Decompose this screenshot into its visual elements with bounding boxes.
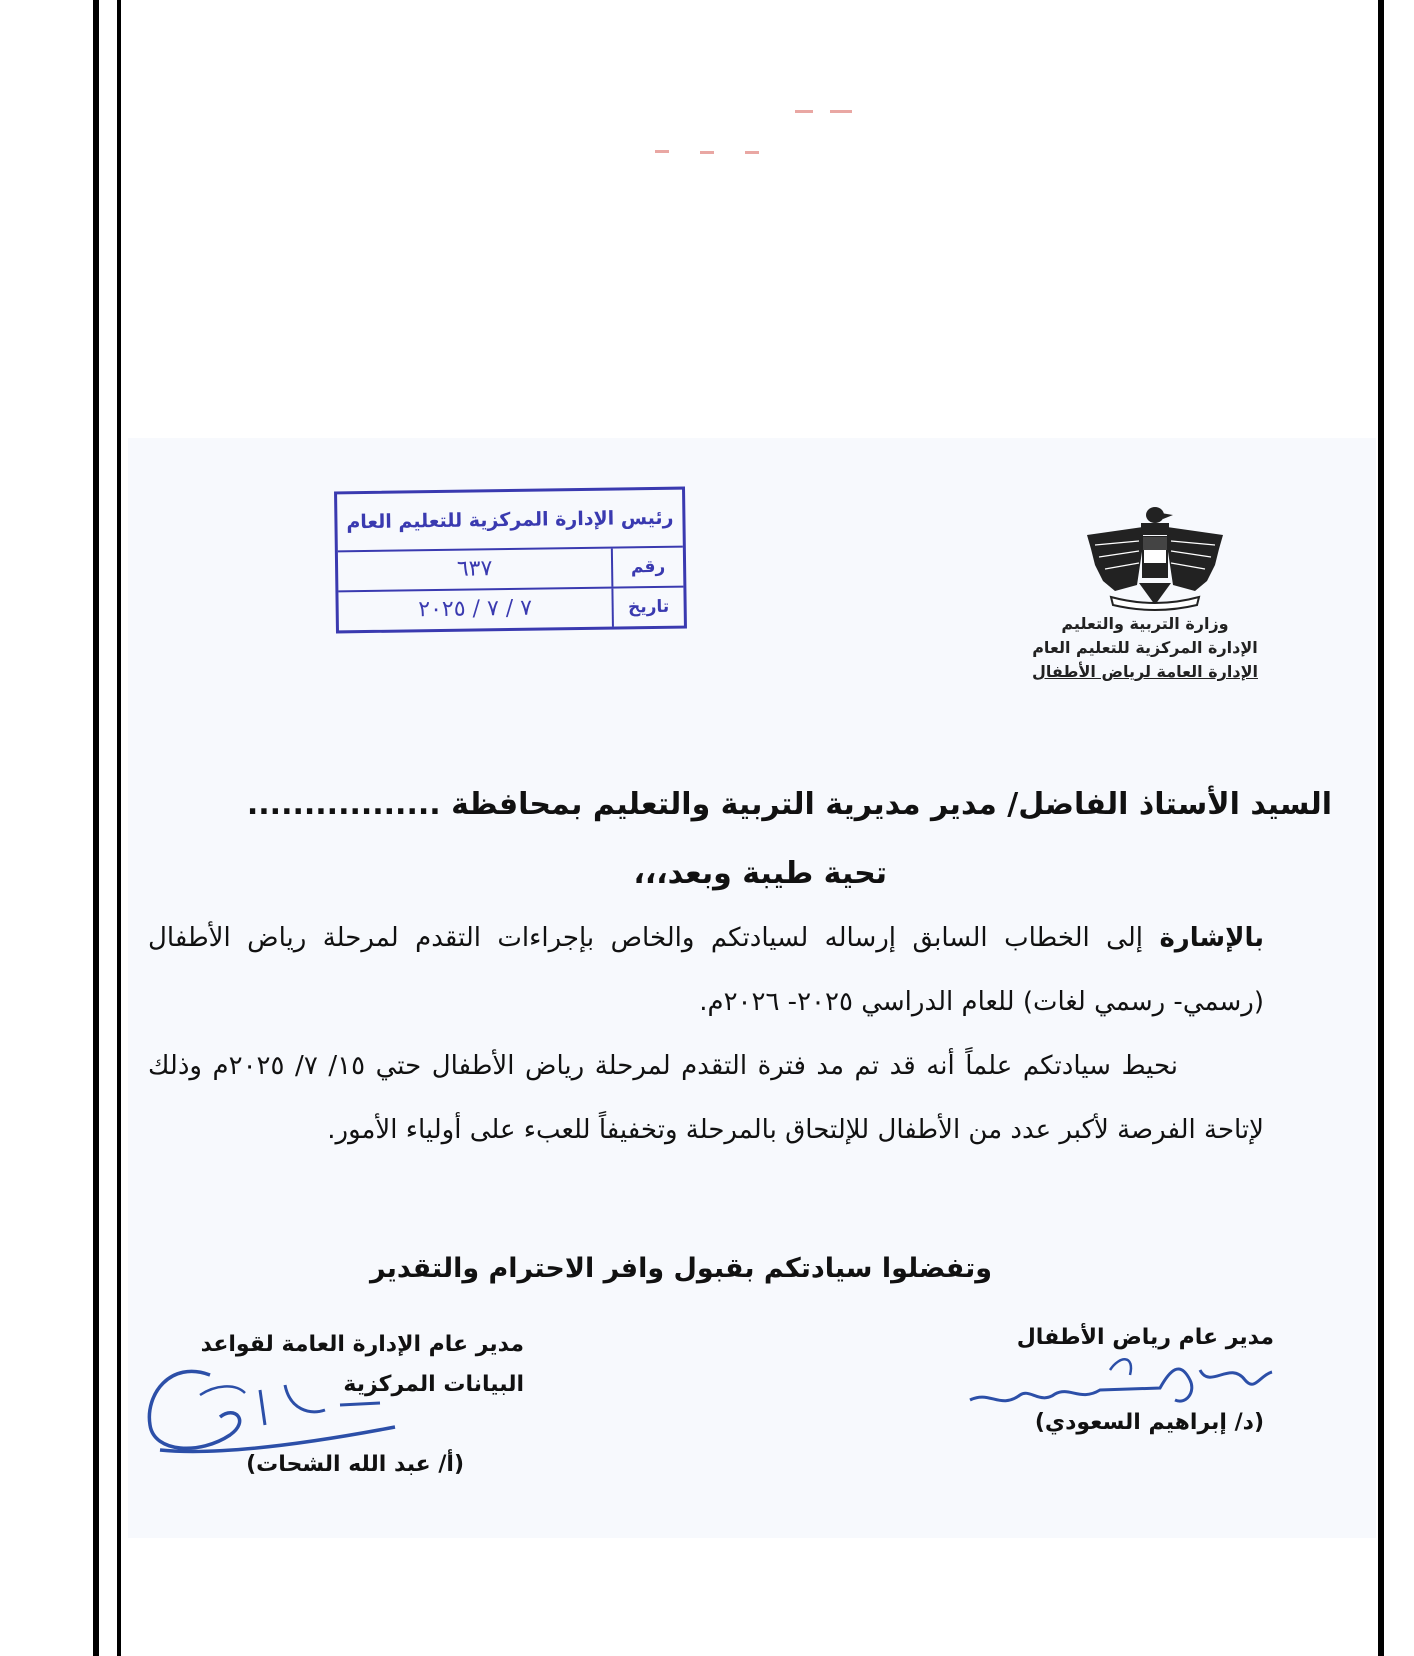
letterhead-central-admin: الإدارة المركزية للتعليم العام <box>1032 638 1258 657</box>
letter-paragraph-2: نحيط سيادتكم علماً أنه قد تم مد فترة التقدم لمرحلة رياض الأطفال حتي ١٥/ ٧/ ٢٠٢٥م وذلك لإتاحة الفرصة لأكبر عدد من الأطفال للإلتحاق بالمرحلة وتخفيفاً للعبء على أولياء الأمور. <box>148 1051 1264 1145</box>
letter-greeting: تحية طيبة وبعد،،، <box>633 856 887 891</box>
paragraph-1-text: إلى الخطاب السابق إرساله لسيادتكم والخاص بإجراءات التقدم لمرحلة رياض الأطفال (رسمي- رسمي لغات) للعام الدراسي ٢٠٢٥- ٢٠٢٦م. <box>148 923 1264 1017</box>
top-mark <box>830 110 852 113</box>
letter-paragraph-1 <box>148 906 1264 1034</box>
top-mark <box>700 151 714 154</box>
letterhead-ministry: وزارة التربية والتعليم <box>1061 614 1229 633</box>
signature-left-title: مدير عام الإدارة العامة لقواعد البيانات المركزية <box>200 1332 524 1397</box>
stamp-title: رئيس الإدارة المركزية للتعليم العام <box>337 490 683 553</box>
letterhead-kindergarten-admin: الإدارة العامة لرياض الأطفال <box>1032 662 1258 681</box>
letter-closing: وتفضلوا سيادتكم بقبول وافر الاحترام والتقدير <box>369 1253 992 1284</box>
signature-right-title: مدير عام رياض الأطفال <box>1016 1325 1274 1350</box>
stamp-date-label: تاريخ <box>611 588 684 627</box>
top-mark <box>655 150 669 153</box>
signature-right-name: (د/ إبراهيم السعودي) <box>1034 1410 1264 1435</box>
stamp-number-row <box>338 548 684 593</box>
frame-line-left-inner <box>117 0 121 1656</box>
letter-addressee: السيد الأستاذ الفاضل/ مدير مديرية التربية والتعليم بمحافظة ................. <box>246 787 1332 822</box>
stamp-number-value: ٦٣٧ <box>456 556 493 582</box>
signature-left-name: (أ/ عبد الله الشحات) <box>246 1452 464 1477</box>
incoming-stamp <box>334 487 687 634</box>
frame-line-left-outer <box>93 0 99 1656</box>
stamp-number-label: رقم <box>611 548 684 587</box>
paragraph-1-lead: بالإشارة <box>1159 923 1264 953</box>
letterhead <box>1020 612 1270 684</box>
top-mark <box>795 110 813 113</box>
stamp-date-value: ٧ / ٧ / ٢٠٢٥ <box>418 595 533 623</box>
stamp-date-row <box>338 588 683 631</box>
frame-line-right <box>1378 0 1384 1656</box>
egypt-eagle-emblem <box>1085 505 1225 613</box>
top-mark <box>745 151 759 154</box>
